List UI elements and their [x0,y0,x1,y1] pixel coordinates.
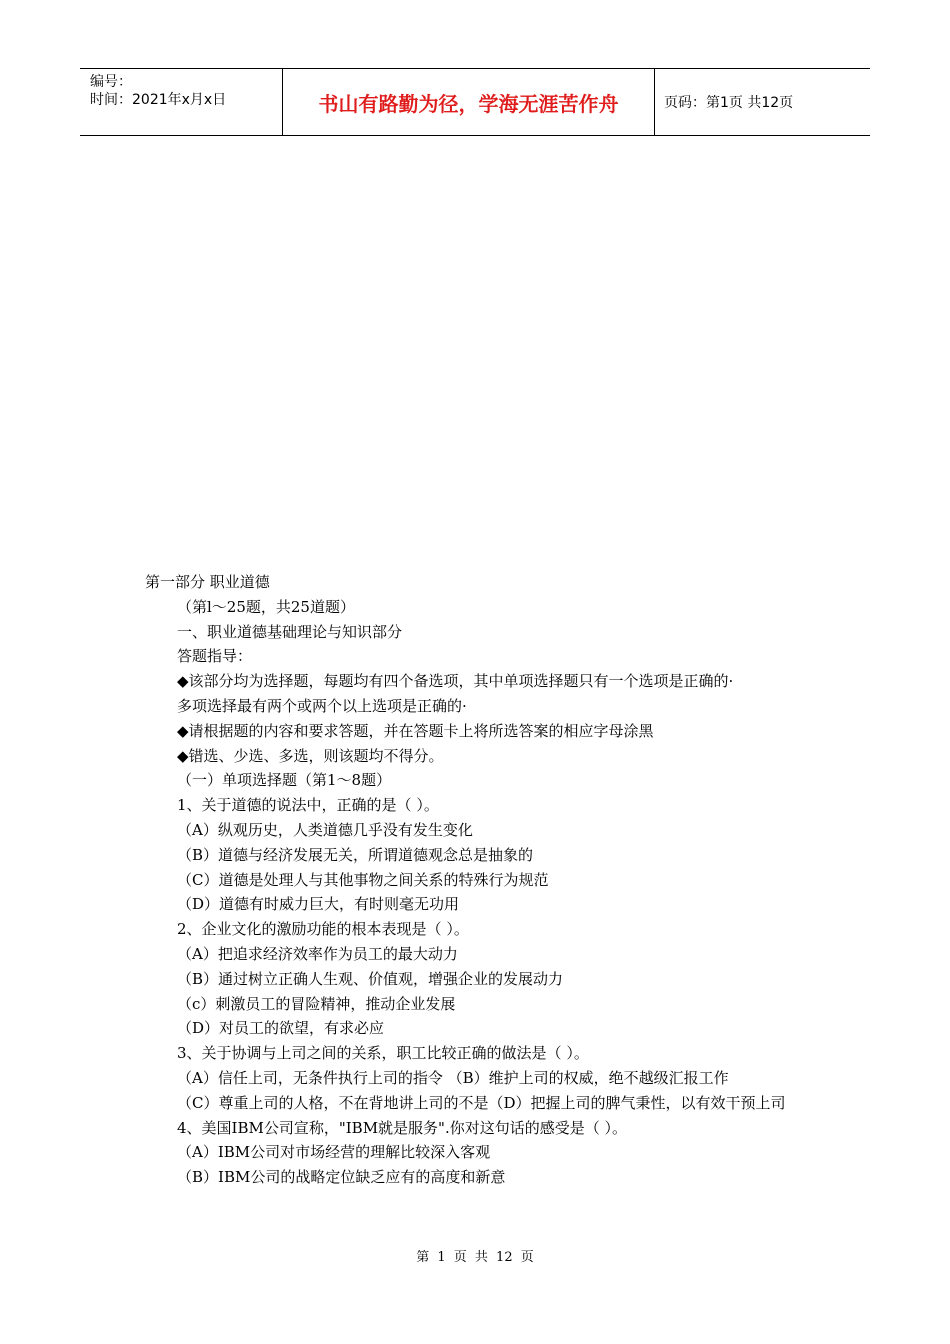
question-4: 4、美国IBM公司宣称，"IBM就是服务".你对这句话的感受是（ ）。 [177,1118,627,1137]
option-c: （c）刺激员工的冒险精神，推动企业发展 [177,994,456,1013]
options-a-b: （A）信任上司，无条件执行上司的指令 （B）维护上司的权威，绝不越级汇报工作 [177,1068,729,1087]
part-title: 第一部分 职业道德 [145,573,270,591]
option-b: （B）通过树立正确人生观、价值观，增强企业的发展动力 [177,969,564,988]
option-d: （D）道德有时威力巨大，有时则毫无功用 [177,895,460,914]
header-page-info: 页码：第1页 共12页 [664,95,794,111]
guide-item: ◆错选、少选、多选，则该题均不得分。 [177,746,444,765]
document-body [145,570,815,1190]
section-title: 一、职业道德基础理论与知识部分 [177,622,403,641]
header-motto: 书山有路勤为径，学海无涯苦作舟 [282,69,655,135]
option-b: （B）IBM公司的战略定位缺乏应有的高度和新意 [177,1168,506,1187]
guide-title: 答题指导： [177,647,253,666]
guide-item-continued: 多项选择最有两个或两个以上选项是正确的· [177,696,467,715]
document-header [80,68,870,136]
option-a: （A）把追求经济效率作为员工的最大动力 [177,944,458,963]
guide-item: ◆该部分均为选择题，每题均有四个备选项，其中单项选择题只有一个选项是正确的· [177,672,734,691]
options-c-d: （C）尊重上司的人格，不在背地讲上司的不是（D）把握上司的脾气秉性，以有效干预上司 [177,1093,786,1112]
question-2: 2、企业文化的激励功能的根本表现是（ ）。 [177,920,469,939]
option-a: （A）纵观历史，人类道德几乎没有发生变化 [177,820,473,839]
header-meta [80,69,282,135]
option-b: （B）道德与经济发展无关，所谓道德观念总是抽象的 [177,845,534,864]
guide-item: ◆请根据题的内容和要求答题，并在答题卡上将所选答案的相应字母涂黑 [177,721,654,740]
single-choice-title: （一）单项选择题（第1～8题） [177,771,392,790]
document-number-label: 编号： [90,74,132,90]
question-1: 1、关于道德的说法中，正确的是（ ）。 [177,796,439,815]
option-d: （D）对员工的欲望，有求必应 [177,1019,385,1038]
option-a: （A）IBM公司对市场经营的理解比较深入客观 [177,1143,491,1162]
page-footer: 第 1 页 共 12 页 [416,1250,534,1265]
document-date: 时间：2021年x月x日 [90,92,227,108]
option-c: （C）道德是处理人与其他事物之间关系的特殊行为规范 [177,870,549,889]
part-range: （第l～25题，共25道题） [177,597,355,616]
question-3: 3、关于协调与上司之间的关系，职工比较正确的做法是（ ）。 [177,1044,589,1063]
